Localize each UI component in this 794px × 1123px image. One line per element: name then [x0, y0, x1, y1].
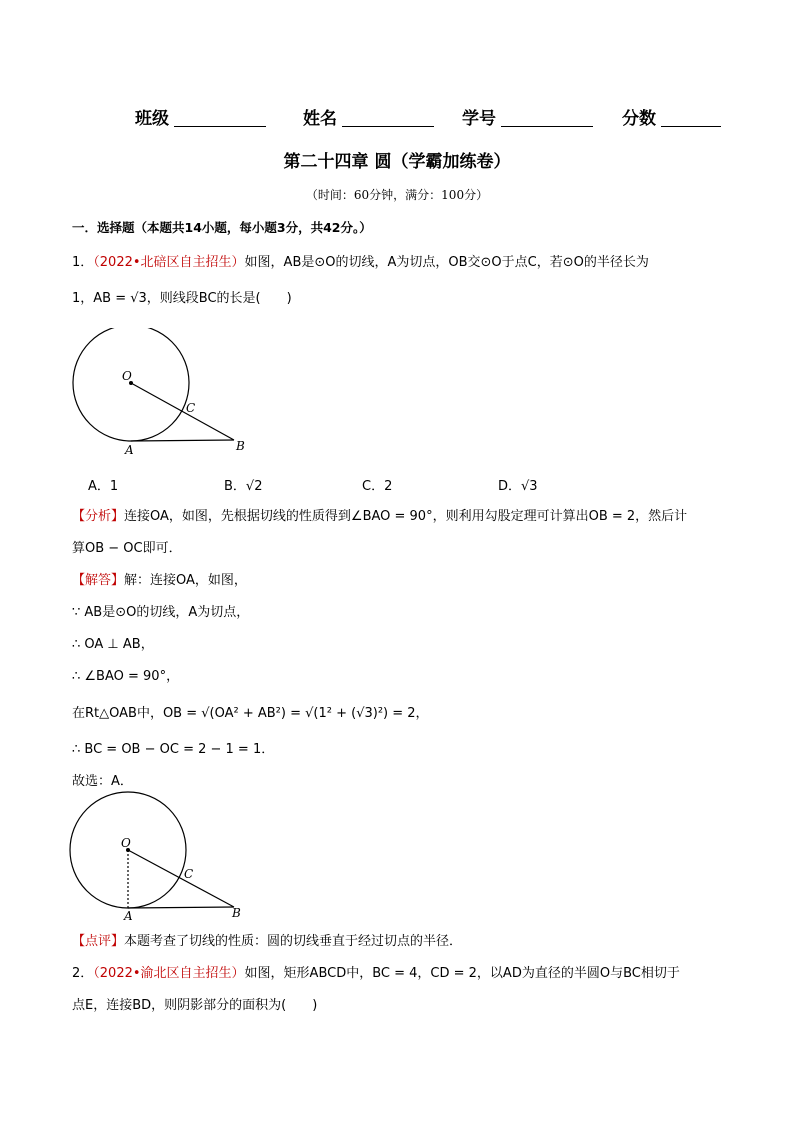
q2-source: （2022•渝北区自主招生）: [93, 966, 245, 981]
segment-ob: [131, 383, 234, 440]
q1-stem-line1: 如图，AB是⊙O的切线，A为切点，OB交⊙O于点C，若⊙O的半径长为: [244, 255, 649, 270]
q1-figure: [68, 328, 258, 460]
comment-text: 本题考查了切线的性质：圆的切线垂直于经过切点的半径．: [124, 934, 463, 949]
q1-stem-line2: 1，AB = √3，则线段BC的长是( ): [72, 291, 292, 306]
q1-option-d[interactable]: D．√3: [498, 479, 538, 494]
label-o-2: O: [121, 836, 131, 850]
analysis-tag: 【分析】: [72, 509, 125, 524]
analysis-text: 连接OA，如图，先根据切线的性质得到∠BAO = 90°，则利用勾股定理可计算出OB = 2，然后计: [124, 509, 688, 524]
score-label: 分数: [622, 109, 656, 129]
label-c: C: [186, 401, 196, 415]
label-c-2: C: [184, 867, 194, 881]
q1-option-c[interactable]: C．2: [362, 479, 393, 494]
q1-source: （2022•北碚区自主招生）: [93, 255, 245, 270]
q1-number: 1．: [72, 255, 94, 270]
segment-ab: [131, 440, 234, 441]
label-o: O: [122, 369, 132, 383]
class-label: 班级: [135, 109, 169, 129]
page-title: 第二十四章 圆（学霸加练卷）: [283, 152, 511, 172]
name-label: 姓名: [303, 109, 337, 129]
segment-ob-2: [128, 850, 234, 907]
q1-analysis-line1: [72, 505, 687, 524]
q1-answer-line5: 在Rt△OAB中，OB = √(OA² + AB²) = √(1² + (√3)²) = 2，: [72, 706, 429, 721]
comment-tag: 【点评】: [72, 934, 125, 949]
q1-option-a[interactable]: A．1: [88, 479, 119, 494]
score-blank: [661, 126, 721, 127]
q1-analysis-line2: 算OB − OC即可．: [72, 541, 182, 556]
label-a: A: [125, 443, 134, 457]
answer-text: 解：连接OA，如图，: [124, 573, 247, 588]
q1-answer-line2: ∵ AB是⊙O的切线，A为切点，: [72, 605, 250, 620]
q2-stem-line2: 点E，连接BD，则阴影部分的面积为( ): [72, 998, 318, 1013]
page-subtitle: （时间：60分钟，满分：100分）: [305, 188, 489, 202]
label-a-2: A: [124, 909, 133, 922]
segment-ab-2: [128, 907, 234, 908]
student-info-header: [0, 104, 794, 134]
class-blank: [174, 126, 266, 127]
answer-tag: 【解答】: [72, 573, 125, 588]
section-heading: 一．选择题（本题共14小题，每小题3分，共42分。）: [72, 220, 372, 235]
q1-answer-line6: ∴ BC = OB − OC = 2 − 1 = 1．: [72, 742, 275, 757]
q1-answer-line3: ∴ OA ⊥ AB，: [72, 637, 154, 652]
label-b: B: [236, 439, 245, 453]
id-label: 学号: [462, 109, 496, 129]
q1-line1: [72, 251, 649, 270]
label-b-2: B: [232, 906, 241, 920]
q2-number: 2．: [72, 966, 94, 981]
q2-line1: [72, 962, 680, 981]
id-blank: [501, 126, 593, 127]
q1-option-b[interactable]: B．√2: [224, 479, 263, 494]
q1-answer-line7: 故选：A．: [72, 774, 133, 789]
q1-solution-figure: [66, 790, 256, 922]
q1-answer-line1: [72, 569, 247, 588]
q1-comment: [72, 930, 462, 949]
q1-answer-line4: ∴ ∠BAO = 90°，: [72, 669, 180, 684]
q2-stem-line1: 如图，矩形ABCD中，BC = 4，CD = 2，以AD为直径的半圆O与BC相切于: [244, 966, 680, 981]
name-blank: [342, 126, 434, 127]
